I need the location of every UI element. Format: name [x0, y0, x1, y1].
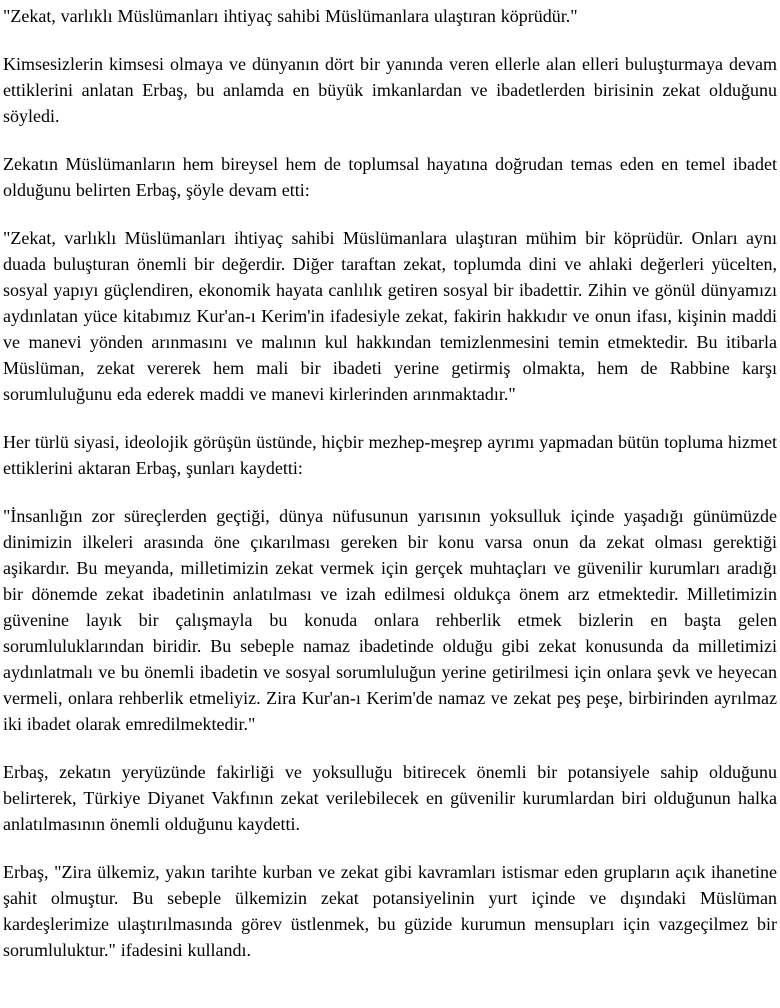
quote-paragraph: "İnsanlığın zor süreçlerden geçtiği, dünya nüfusunun yarısının yoksulluk içinde yaşadığı günümüzde dinimizin ilkeleri arasında öne çıkarılması gereken bir konu varsa onun da zekat olması gerektiği aşikardır. Bu meyanda, milletimizin zekat vermek için gerçek muhtaçları ve güvenilir kurumları aradığı bir dönemde zekat ibadetinin anlatılması ve izah edilmesi oldukça önem arz etmektedir. Milletimizin güvenine layık bir çalışmayla bu konuda onlara rehberlik etmek bizlerin en başta gelen sorumluluklarından biridir. Bu sebeple namaz ibadetinde olduğu gibi zekat konusunda da milletimizi aydınlatmalı ve bu önemli ibadetin ve sosyal sorumluluğun yerine getirilmesi için onlara şevk ve heyecan vermeli, onlara rehberlik etmeliyiz. Zira Kur'an-ı Kerim'de namaz ve zekat peş peşe, birbirinden ayrılmaz iki ibadet olarak emredilmektedir."	[3, 506, 777, 734]
paragraph: Zekatın Müslümanların hem bireysel hem de toplumsal hayatına doğrudan temas eden en temel ibadet olduğunu belirten Erbaş, şöyle devam etti:	[3, 154, 777, 200]
paragraph: Her türlü siyasi, ideolojik görüşün üstünde, hiçbir mezhep-meşrep ayrımı yapmadan bütün topluma hizmet ettiklerini aktaran Erbaş, şunları kaydetti:	[3, 432, 777, 478]
paragraph: Erbaş, zekatın yeryüzünde fakirliği ve yoksulluğu bitirecek önemli bir potansiyele sahip olduğunu belirterek, Türkiye Diyanet Vakfının zekat verilebilecek en güvenilir kurumlardan biri olduğunun halka anlatılmasının önemli olduğunu kaydetti.	[3, 762, 777, 834]
paragraph: Kimsesizlerin kimsesi olmaya ve dünyanın dört bir yanında veren ellerle alan elleri buluşturmaya devam ettiklerini anlatan Erbaş, bu anlamda en büyük imkanlardan ve ibadetlerden birisinin zekat olduğunu söyledi.	[3, 54, 777, 126]
closing-paragraph: Erbaş, "Zira ülkemiz, yakın tarihte kurban ve zekat gibi kavramları istismar eden grupların açık ihanetine şahit olmuştur. Bu sebeple ülkemizin zekat potansiyelinin yurt içinde ve dışındaki Müslüman kardeşlerimize ulaştırılmasında görev üstlenmek, bu güzide kurumun mensupları için vazgeçilmez bir sorumluluktur." ifadesini kullandı.	[3, 862, 777, 960]
quote-paragraph: "Zekat, varlıklı Müslümanları ihtiyaç sahibi Müslümanlara ulaştıran mühim bir köprüdür. Onları aynı duada buluşturan önemli bir değerdir. Diğer taraftan zekat, toplumda dini ve ahlaki değerleri yücelten, sosyal yapıyı güçlendiren, ekonomik hayata canlılık getiren sosyal bir ibadettir. Zihin ve gönül dünyamızı aydınlatan yüce kitabımız Kur'an-ı Kerim'in ifadesiyle zekat, fakirin hakkıdır ve onun ifası, kişinin maddi ve manevi yönden arınmasını ve malının kul hakkından temizlenmesini temin etmektedir. Bu itibarla Müslüman, zekat vererek hem mali bir ibadeti yerine getirmiş olmakta, hem de Rabbine karşı sorumluluğunu eda ederek maddi ve manevi kirlerinden arınmaktadır."	[3, 228, 777, 404]
quote-lead-paragraph: "Zekat, varlıklı Müslümanları ihtiyaç sahibi Müslümanlara ulaştıran köprüdür."	[3, 6, 578, 26]
